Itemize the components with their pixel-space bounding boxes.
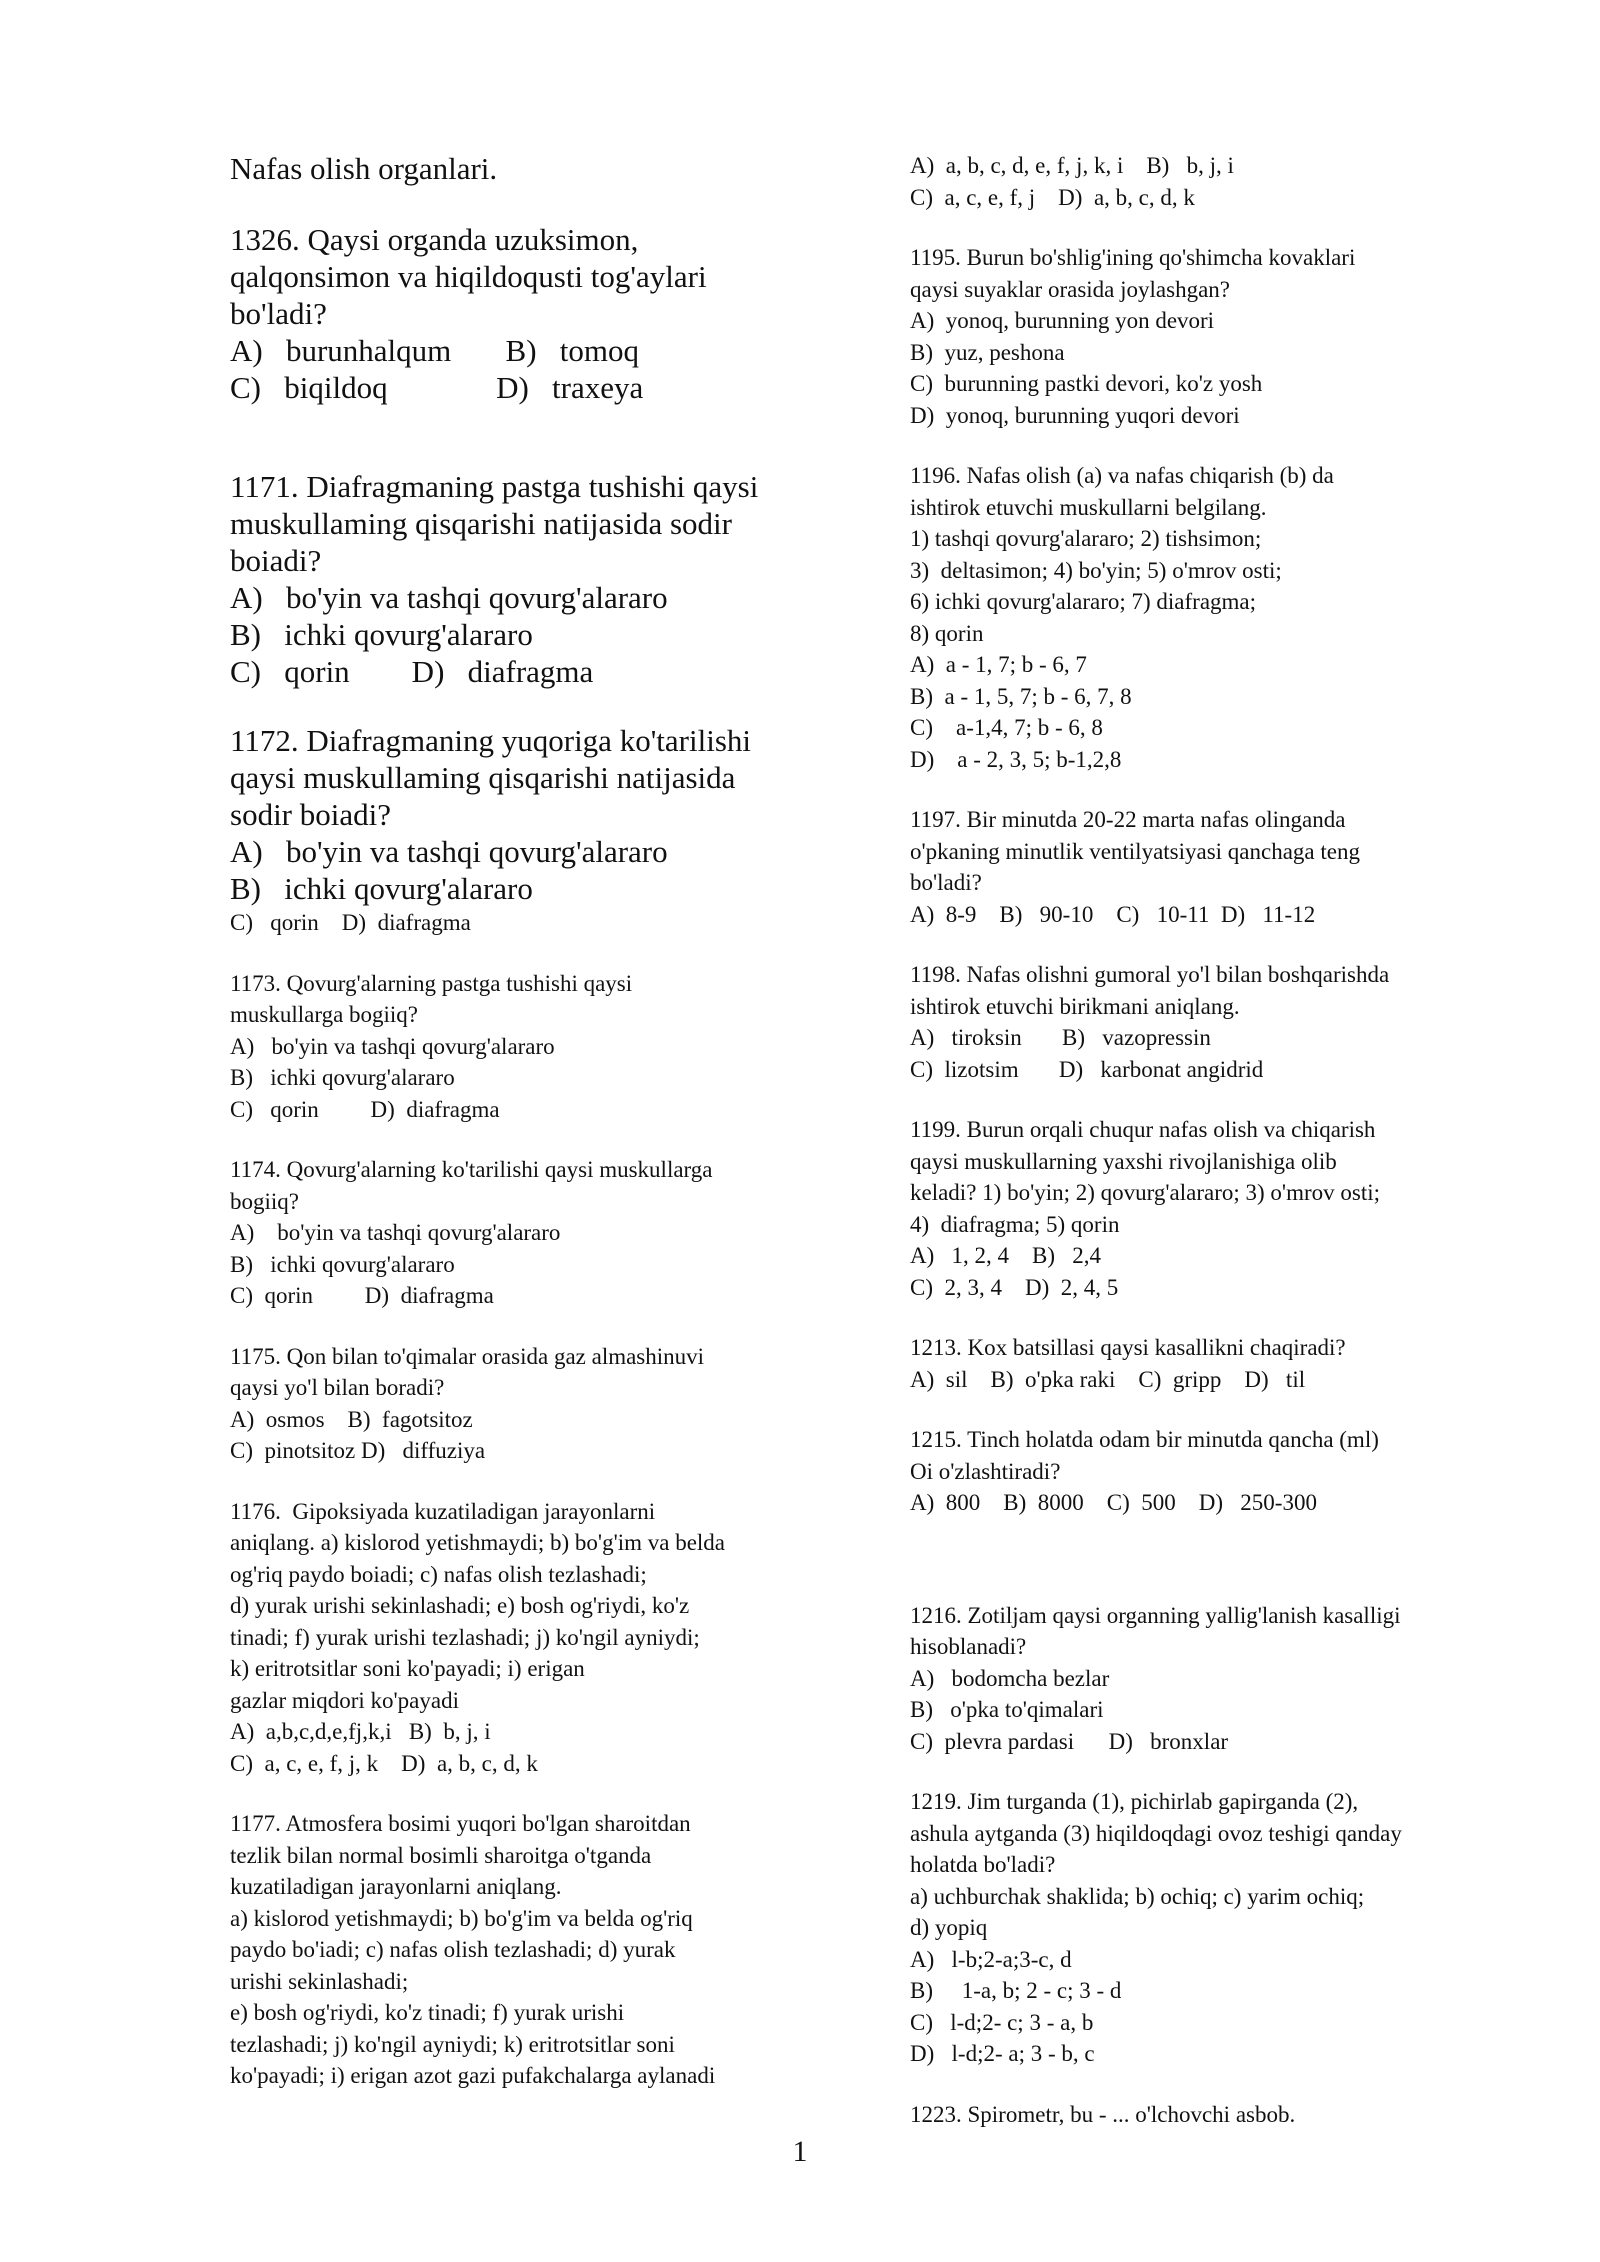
text-line: a) uchburchak shaklida; b) ochiq; c) yarim ochiq;	[910, 1883, 1365, 1909]
text-line: og'riq paydo boiadi; c) nafas olish tezlashadi;	[230, 1561, 647, 1587]
text-line: qaysi yo'l bilan boradi?	[230, 1375, 445, 1400]
question-block	[910, 460, 1550, 775]
text-line: A) sil B) o'pka raki C) gripp D) til	[910, 1366, 1306, 1392]
text-line: gazlar miqdori ko'payadi	[230, 1687, 459, 1713]
question-block	[910, 1332, 1550, 1395]
text-line: 1216. Zotiljam qaysi organning yallig'lanish kasalligi	[910, 1602, 1401, 1628]
text-line: 1195. Burun bo'shlig'ining qo'shimcha kovaklari	[910, 245, 1356, 270]
text-line: 1196. Nafas olish (a) va nafas chiqarish (b) da	[910, 463, 1334, 488]
text-line: C) biqildoq D) traxeya	[230, 370, 644, 405]
text-line: C) qorin D) diafragma	[230, 1096, 500, 1122]
text-line: 6) ichki qovurg'alararo; 7) diafragma;	[910, 589, 1257, 614]
text-line: 1175. Qon bilan to'qimalar orasida gaz almashinuvi	[230, 1343, 705, 1369]
text-line: A) a,b,c,d,e,fj,k,i B) b, j, i	[230, 1719, 491, 1744]
text-line: C) a-1,4, 7; b - 6, 8	[910, 715, 1103, 740]
text-line: B) a - 1, 5, 7; b - 6, 7, 8	[910, 683, 1132, 709]
text-line: A) burunhalqum B) tomoq	[230, 333, 639, 368]
question-block	[230, 907, 860, 939]
text-line: B) yuz, peshona	[910, 339, 1065, 365]
text-line: paydo bo'iadi; c) nafas olish tezlashadi; d) yurak	[230, 1937, 676, 1962]
text-line: A) bo'yin va tashqi qovurg'alararo	[230, 1033, 555, 1059]
text-line: A) yonoq, burunning yon devori	[910, 308, 1215, 333]
text-line: A) bo'yin va tashqi qovurg'alararo	[230, 834, 668, 869]
text-line: d) yopiq	[910, 1915, 988, 1940]
question-block	[910, 804, 1550, 930]
text-line: 1171. Diafragmaning pastga tushishi qaysi	[230, 469, 759, 504]
text-line: ishtirok etuvchi birikmani aniqlang.	[910, 993, 1240, 1019]
text-line: 1197. Bir minutda 20-22 marta nafas olinganda	[910, 807, 1346, 832]
right-column	[910, 150, 1550, 2130]
text-line: bo'ladi?	[910, 870, 982, 895]
text-line: e) bosh og'riydi, ko'z tinadi; f) yurak urishi	[230, 2000, 625, 2025]
text-line: 1174. Qovurg'alarning ko'tarilishi qaysi muskullarga	[230, 1157, 713, 1182]
text-line: ko'payadi; i) erigan azot gazi pufakchalarga aylanadi	[230, 2063, 716, 2088]
text-line: 1172. Diafragmaning yuqoriga ko'tarilishi	[230, 723, 751, 758]
text-line: 1223. Spirometr, bu - ... o'lchovchi asbob.	[910, 2101, 1296, 2127]
text-line: C) pinotsitoz D) diffuziya	[230, 1438, 486, 1463]
text-line: B) 1-a, b; 2 - c; 3 - d	[910, 1978, 1122, 2003]
text-line: ashula aytganda (3) hiqildoqdagi ovoz teshigi qanday	[910, 1820, 1402, 1846]
text-line: B) ichki qovurg'alararo	[230, 1065, 455, 1090]
text-line: keladi? 1) bo'yin; 2) qovurg'alararo; 3) o'mrov osti;	[910, 1180, 1380, 1205]
text-line: C) qorin D) diafragma	[230, 910, 471, 935]
text-line: tezlik bilan normal bosimli sharoitga o'tganda	[230, 1842, 652, 1868]
question-block	[910, 959, 1550, 1085]
question-block	[230, 221, 860, 406]
text-line: B) ichki qovurg'alararo	[230, 871, 533, 906]
text-line: 1176. Gipoksiyada kuzatiladigan jarayonlarni	[230, 1498, 656, 1524]
text-line: C) lizotsim D) karbonat angidrid	[910, 1056, 1264, 1082]
text-line: D) l-d;2- a; 3 - b, c	[910, 2041, 1095, 2066]
text-line: A) 800 B) 8000 C) 500 D) 250-300	[910, 1490, 1317, 1515]
text-line: C) plevra pardasi D) bronxlar	[910, 1728, 1229, 1754]
text-line: A) bodomcha bezlar	[910, 1665, 1110, 1691]
text-line: o'pkaning minutlik ventilyatsiyasi qanchaga teng	[910, 838, 1360, 864]
question-block	[910, 242, 1550, 431]
text-line: 1) tashqi qovurg'alararo; 2) tishsimon;	[910, 526, 1262, 551]
text-line: A) bo'yin va tashqi qovurg'alararo	[230, 580, 668, 615]
text-line: 1215. Tinch holatda odam bir minutda qancha (ml)	[910, 1427, 1379, 1452]
text-line: qaysi muskullaming qisqarishi natijasida	[230, 760, 736, 795]
text-line: 3) deltasimon; 4) bo'yin; 5) o'mrov osti;	[910, 557, 1282, 583]
text-line: Oi o'zlashtiradi?	[910, 1458, 1061, 1484]
text-line: sodir boiadi?	[230, 797, 391, 832]
text-line: boiadi?	[230, 543, 322, 578]
question-block	[910, 1600, 1550, 1758]
page-number: 1	[792, 2135, 808, 2168]
text-line: kuzatiladigan jarayonlarni aniqlang.	[230, 1874, 562, 1899]
text-line: bo'ladi?	[230, 296, 327, 331]
text-line: bogiiq?	[230, 1188, 299, 1214]
text-line: C) a, c, e, f, j D) a, b, c, d, k	[910, 184, 1195, 210]
text-line: C) qorin D) diafragma	[230, 1283, 494, 1308]
text-line: urishi sekinlashadi;	[230, 1968, 409, 1994]
text-line: B) ichki qovurg'alararo	[230, 1251, 455, 1277]
text-line: C) a, c, e, f, j, k D) a, b, c, d, k	[230, 1750, 538, 1776]
question-block	[230, 1154, 860, 1312]
text-line: qalqonsimon va hiqildoqusti tog'aylari	[230, 259, 707, 294]
text-line: B) ichki qovurg'alararo	[230, 617, 533, 652]
question-block	[230, 1496, 860, 1780]
text-line: D) a - 2, 3, 5; b-1,2,8	[910, 746, 1122, 772]
text-line: tinadi; f) yurak urishi tezlashadi; j) ko'ngil ayniydi;	[230, 1624, 700, 1650]
question-block	[910, 1424, 1550, 1519]
text-line: holatda bo'ladi?	[910, 1852, 1056, 1877]
question-block	[230, 468, 860, 690]
text-line: C) qorin D) diafragma	[230, 654, 594, 689]
question-block	[910, 150, 1550, 213]
text-line: ishtirok etuvchi muskullarni belgilang.	[910, 494, 1267, 520]
text-line: k) eritrotsitlar soni ko'payadi; i) erigan	[230, 1656, 585, 1681]
text-line: B) o'pka to'qimalari	[910, 1697, 1104, 1722]
left-column	[230, 150, 860, 2092]
text-line: 1213. Kox batsillasi qaysi kasallikni chaqiradi?	[910, 1335, 1346, 1360]
question-block	[230, 1341, 860, 1467]
text-line: d) yurak urishi sekinlashadi; e) bosh og'riydi, ko'z	[230, 1593, 690, 1618]
text-line: muskullaming qisqarishi natijasida sodir	[230, 506, 732, 541]
text-line: C) 2, 3, 4 D) 2, 4, 5	[910, 1274, 1119, 1300]
text-line: C) burunning pastki devori, ko'z yosh	[910, 371, 1263, 396]
text-line: 1199. Burun orqali chuqur nafas olish va chiqarish	[910, 1117, 1376, 1142]
text-line: A) osmos B) fagotsitoz	[230, 1406, 473, 1432]
text-line: 1198. Nafas olishni gumoral yo'l bilan boshqarishda	[910, 962, 1390, 987]
text-line: A) bo'yin va tashqi qovurg'alararo	[230, 1220, 561, 1245]
text-line: A) 8-9 B) 90-10 C) 10-11 D) 11-12	[910, 901, 1316, 927]
question-block	[910, 1786, 1550, 2070]
text-line: C) l-d;2- c; 3 - a, b	[910, 2009, 1094, 2035]
text-line: aniqlang. a) kislorod yetishmaydi; b) bo'g'im va belda	[230, 1530, 726, 1555]
text-line: 1326. Qaysi organda uzuksimon,	[230, 222, 639, 257]
text-line: A) 1, 2, 4 B) 2,4	[910, 1243, 1102, 1268]
question-block	[230, 722, 860, 907]
text-line: A) a - 1, 7; b - 6, 7	[910, 652, 1087, 677]
text-line: 4) diafragma; 5) qorin	[910, 1211, 1120, 1237]
question-block	[910, 2099, 1550, 2131]
text-line: A) a, b, c, d, e, f, j, k, i B) b, j, i	[910, 153, 1234, 178]
text-line: qaysi suyaklar orasida joylashgan?	[910, 276, 1230, 302]
text-line: hisoblanadi?	[910, 1634, 1027, 1659]
question-block	[910, 1114, 1550, 1303]
text-line: Nafas olish organlari.	[230, 151, 498, 186]
text-line: tezlashadi; j) ko'ngil ayniydi; k) eritrotsitlar soni	[230, 2031, 675, 2057]
text-line: D) yonoq, burunning yuqori devori	[910, 402, 1240, 428]
text-line: muskullarga bogiiq?	[230, 1002, 419, 1027]
text-line: A) tiroksin B) vazopressin	[910, 1025, 1211, 1050]
question-block	[230, 150, 860, 187]
question-block	[230, 968, 860, 1126]
text-line: A) l-b;2-a;3-c, d	[910, 1946, 1072, 1972]
text-line: 1219. Jim turganda (1), pichirlab gapirganda (2),	[910, 1789, 1359, 1814]
text-line: qaysi muskullarning yaxshi rivojlanishiga olib	[910, 1148, 1337, 1174]
question-block	[230, 1808, 860, 2092]
text-line: 1177. Atmosfera bosimi yuqori bo'lgan sharoitdan	[230, 1811, 691, 1836]
text-line: 1173. Qovurg'alarning pastga tushishi qaysi	[230, 970, 633, 996]
text-line: a) kislorod yetishmaydi; b) bo'g'im va belda og'riq	[230, 1905, 693, 1931]
text-line: 8) qorin	[910, 620, 984, 646]
